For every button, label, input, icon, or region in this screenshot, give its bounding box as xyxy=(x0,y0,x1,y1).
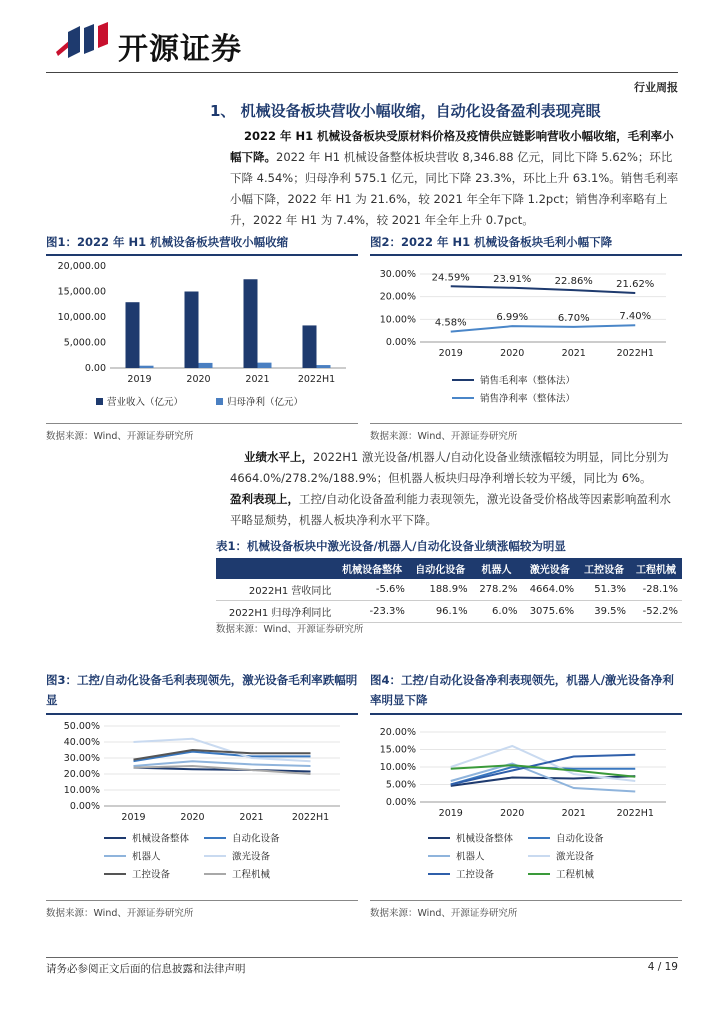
table-header: 机械设备整体 xyxy=(335,558,408,579)
fig4-chart xyxy=(370,716,682,896)
y-tick-label: 15,000.00 xyxy=(57,286,106,298)
y-tick-label: 20.00% xyxy=(379,727,416,738)
legend-label: 自动化设备 xyxy=(556,833,604,845)
table-cell: -52.2% xyxy=(630,601,682,623)
legend-label: 销售净利率（整体法） xyxy=(480,393,576,405)
table-header: 自动化设备 xyxy=(409,558,472,579)
fig4-source: 数据来源：Wind、开源证券研究所 xyxy=(370,908,518,919)
para2-body2: 工控/自动化设备盈利能力表现领先，激光设备受价格战等因素影响盈利水平略显颓势，机器人板块净利水平下降。 xyxy=(230,492,671,527)
legend-label: 工控设备 xyxy=(456,869,495,881)
logo xyxy=(50,22,112,62)
legend-label: 归母净利（亿元） xyxy=(227,397,304,408)
data-label: 6.70% xyxy=(557,312,590,324)
legend-label: 机械设备整体 xyxy=(132,833,190,845)
table-header: 激光设备 xyxy=(521,558,578,579)
table-cell: 2022H1 营收同比 xyxy=(216,579,335,601)
legend-label: 激光设备 xyxy=(556,851,595,863)
y-tick-label: 15.00% xyxy=(379,744,416,756)
legend-label: 营业收入（亿元） xyxy=(107,397,184,408)
x-tick-label: 2020 xyxy=(500,808,525,819)
x-tick-label: 2020 xyxy=(180,812,205,823)
legend-label: 销售毛利率（整体法） xyxy=(480,375,576,387)
table-header xyxy=(216,558,335,579)
footer-rule xyxy=(46,957,678,958)
table-cell: 278.2% xyxy=(472,579,522,601)
x-tick-label: 2020 xyxy=(186,374,211,385)
bar xyxy=(303,325,317,368)
table-cell: -23.3% xyxy=(335,601,408,623)
x-tick-label: 2021 xyxy=(239,812,264,823)
x-tick-label: 2019 xyxy=(121,812,146,823)
table-cell: 188.9% xyxy=(409,579,472,601)
y-tick-label: 0.00 xyxy=(84,363,106,374)
table-row xyxy=(216,579,682,601)
fig1-source: 数据来源：Wind、开源证券研究所 xyxy=(46,431,194,442)
x-tick-label: 2022H1 xyxy=(291,812,330,823)
x-tick-label: 2021 xyxy=(561,348,586,359)
y-tick-label: 5,000.00 xyxy=(63,337,106,349)
y-tick-label: 30.00% xyxy=(63,753,100,764)
bar xyxy=(258,363,272,368)
y-tick-label: 40.00% xyxy=(63,737,100,748)
logo-icon xyxy=(50,22,112,62)
legend-swatch xyxy=(96,398,103,405)
y-tick-label: 10.00% xyxy=(379,314,416,326)
para1-lead: 2022 年 H1 机械设备板块受原材料价格及疫情供应链影响营收小幅收缩，毛利率小幅下降。 xyxy=(230,129,674,164)
x-tick-label: 2019 xyxy=(438,348,463,359)
bar xyxy=(140,366,154,368)
x-tick-label: 2019 xyxy=(438,808,463,819)
x-tick-label: 2020 xyxy=(500,348,525,359)
paragraph-intro xyxy=(230,126,682,231)
fig1-chart xyxy=(46,258,358,418)
x-tick-label: 2022H1 xyxy=(297,374,336,385)
table-cell: 2022H1 归母净利同比 xyxy=(216,601,335,623)
table-cell: -28.1% xyxy=(630,579,682,601)
para2-lead2: 盈利表现上， xyxy=(230,492,299,506)
data-label: 7.40% xyxy=(619,311,652,323)
bar xyxy=(126,302,140,368)
paragraph-performance xyxy=(230,447,682,531)
fig4-rule xyxy=(370,713,682,715)
x-tick-label: 2021 xyxy=(245,374,270,385)
fig3-bottom-rule xyxy=(46,900,358,901)
y-tick-label: 50.00% xyxy=(63,721,100,732)
fig4-title: 图4：工控/自动化设备净利表现领先，机器人/激光设备净利率明显下降 xyxy=(370,673,674,707)
legend-label: 机器人 xyxy=(132,851,161,863)
fig4-bottom-rule xyxy=(370,900,682,901)
table-cell: 39.5% xyxy=(578,601,630,623)
y-tick-label: 0.00% xyxy=(69,801,100,812)
fig3-chart xyxy=(46,716,358,896)
brand-name: 开源证券 xyxy=(118,32,242,67)
series-line xyxy=(451,325,636,331)
y-tick-label: 20,000.00 xyxy=(57,261,106,272)
x-tick-label: 2022H1 xyxy=(616,808,654,819)
y-tick-label: 10.00% xyxy=(379,762,416,773)
page-number: 4 / 19 xyxy=(647,961,678,973)
fig2-chart xyxy=(370,258,682,418)
table1-source: 数据来源：Wind、开源证券研究所 xyxy=(216,624,364,635)
table-cell: 51.3% xyxy=(578,579,630,601)
legend-label: 工控设备 xyxy=(132,869,171,881)
footer-disclaimer: 请务必参阅正文后面的信息披露和法律声明 xyxy=(46,963,246,975)
legend-label: 工程机械 xyxy=(232,869,271,881)
table-header: 工控设备 xyxy=(578,558,630,579)
bar xyxy=(244,279,258,368)
series-line xyxy=(451,286,636,293)
para1-body: 2022 年 H1 机械设备整体板块营收 8,346.88 亿元，同比下降 5.62%；环比下降 4.54%；归母净利 575.1 亿元，同比下降 23.3%，环比上升 63.1%。销售毛利率小幅下降，2022 年 H1 为 21.6%，较 2021 年全年下降 1.2pct；销售净利率略有上升，2022 年 H1 为 7.4%，较 2021 年全年上升 0.7pct。 xyxy=(230,150,679,227)
fig1-title: 图1：2022 年 H1 机械设备板块营收小幅收缩 xyxy=(46,235,289,249)
table-cell: -5.6% xyxy=(335,579,408,601)
table-cell: 3075.6% xyxy=(521,601,578,623)
fig2-title: 图2：2022 年 H1 机械设备板块毛利小幅下降 xyxy=(370,235,613,249)
data-label: 21.62% xyxy=(616,278,655,290)
table1 xyxy=(216,558,682,623)
y-tick-label: 30.00% xyxy=(379,269,416,280)
fig2-bottom-rule xyxy=(370,423,682,424)
fig1-rule xyxy=(46,254,358,256)
fig3-title: 图3：工控/自动化设备毛利表现领先，激光设备毛利率跌幅明显 xyxy=(46,673,358,707)
y-tick-label: 0.00% xyxy=(385,797,416,808)
x-tick-label: 2022H1 xyxy=(616,348,654,359)
series-line xyxy=(134,761,311,766)
table1-header-row xyxy=(216,558,682,579)
table1-title: 表1：机械设备板块中激光设备/机器人/自动化设备业绩涨幅较为明显 xyxy=(216,539,566,553)
fig2-source: 数据来源：Wind、开源证券研究所 xyxy=(370,431,518,442)
para2-lead1: 业绩水平上， xyxy=(244,450,313,464)
section-title: 1、 机械设备板块营收小幅收缩，自动化设备盈利表现亮眼 xyxy=(210,102,601,120)
bar xyxy=(185,292,199,369)
table-header: 工程机械 xyxy=(630,558,682,579)
y-tick-label: 10,000.00 xyxy=(57,312,106,323)
legend-label: 机器人 xyxy=(456,851,485,863)
data-label: 22.86% xyxy=(554,276,593,288)
data-label: 6.99% xyxy=(496,312,529,324)
y-tick-label: 20.00% xyxy=(63,769,100,780)
legend-label: 工程机械 xyxy=(556,869,595,881)
data-label: 4.58% xyxy=(434,317,467,329)
bar xyxy=(317,365,331,368)
header-rule xyxy=(46,72,678,73)
y-tick-label: 0.00% xyxy=(385,337,416,348)
table-row xyxy=(216,601,682,623)
legend-label: 激光设备 xyxy=(232,851,271,863)
para2-body1: 2022H1 激光设备/机器人/自动化设备业绩涨幅较为明显，同比分别为 4664.0%/278.2%/188.9%；但机器人板块归母净利增长较为平缓，同比为 6%。 xyxy=(230,450,669,485)
fig1-bottom-rule xyxy=(46,423,358,424)
x-tick-label: 2021 xyxy=(561,808,586,819)
table-cell: 6.0% xyxy=(472,601,522,623)
report-type: 行业周报 xyxy=(634,81,678,94)
table-header: 机器人 xyxy=(472,558,522,579)
legend-swatch xyxy=(216,398,223,405)
legend-label: 自动化设备 xyxy=(232,833,280,845)
fig3-rule xyxy=(46,713,358,715)
bar xyxy=(199,363,213,368)
y-tick-label: 20.00% xyxy=(379,291,416,303)
data-label: 23.91% xyxy=(493,273,532,285)
fig3-source: 数据来源：Wind、开源证券研究所 xyxy=(46,908,194,919)
y-tick-label: 10.00% xyxy=(63,785,100,796)
x-tick-label: 2019 xyxy=(127,374,152,385)
data-label: 24.59% xyxy=(431,272,470,284)
fig2-rule xyxy=(370,254,682,256)
table-cell: 4664.0% xyxy=(521,579,578,601)
legend-label: 机械设备整体 xyxy=(456,833,514,845)
y-tick-label: 5.00% xyxy=(385,779,416,791)
table-cell: 96.1% xyxy=(409,601,472,623)
